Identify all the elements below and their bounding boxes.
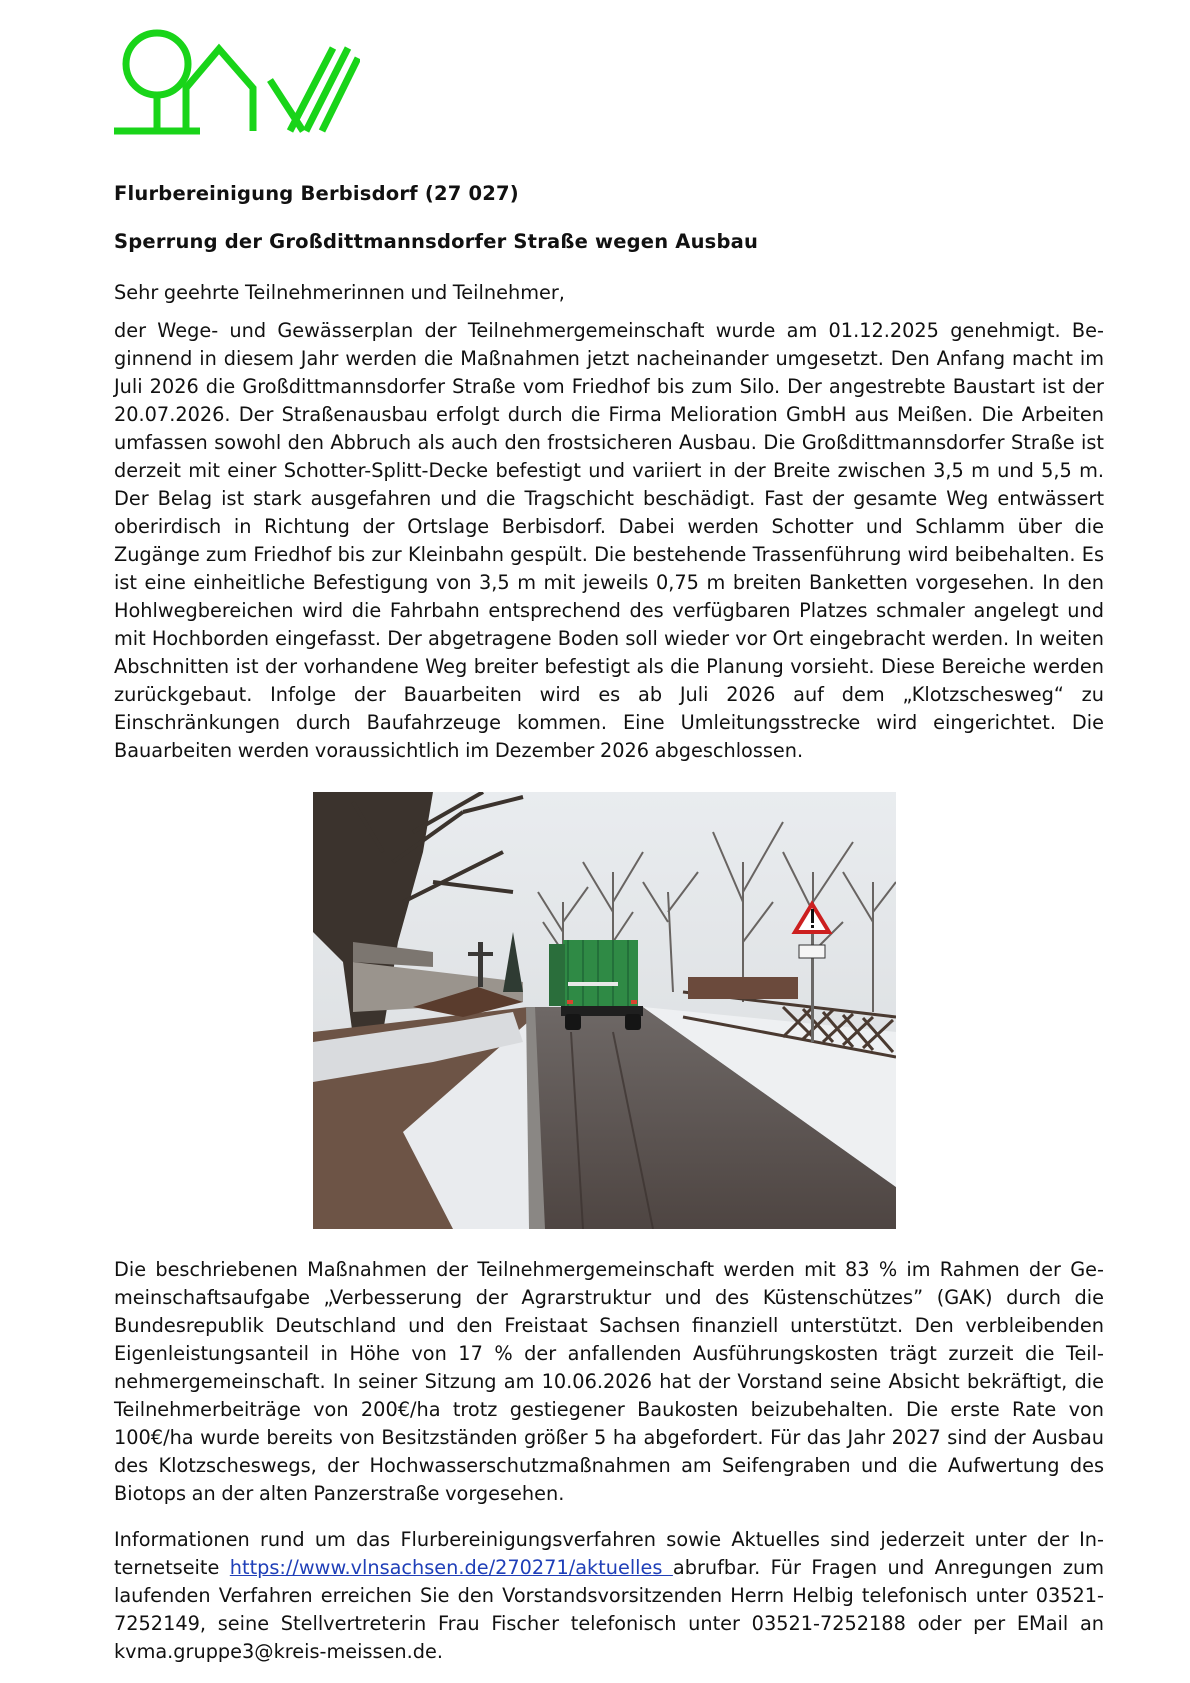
road-construction-photo [313,792,896,1229]
contact-text-after-link: abrufbar. Für Fragen und Anregungen zum laufenden Verfahren erreichen Sie den Vorstandsvorsitzenden Herrn Helbig telefonisch unter 03521-7252149, seine Stellvertreterin Frau Fischer telefonisch unter 03521-7252188 oder per EMail an kvma.gruppe3@kreis-meissen.de. [114,1556,1104,1663]
paragraph-project-description: der Wege- und Gewässerplan der Teilnehmergemeinschaft wurde am 01.12.2025 genehmigt. Beginnend in diesem Jahr werden die Maßnahmen jetzt nacheinander umgesetzt. Den Anfang macht im Juli 2026 die Großdittmannsdorfer Straße vom Friedhof bis zum Silo. Der angestrebte Baustart ist der 20.07.2026. Der Straßenausbau erfolgt durch die Firma Melioration GmbH aus Meißen. Die Arbeiten umfassen sowohl den Abbruch als auch den frostsicheren Ausbau. Die Großdittmannsdorfer Straße ist derzeit mit einer Schotter-Splitt-Decke befestigt und variiert in der Breite zwischen 3,5 m und 5,5 m. Der Belag ist stark ausgefahren und die Tragschicht beschädigt. Fast der gesamte Weg entwässert oberirdisch in Richtung der Ortslage Berbisdorf. Dabei werden Schotter und Schlamm über die Zugänge zum Friedhof bis zur Kleinbahn gespült. Die bestehende Trassenführung wird beibehalten. Es ist eine einheitliche Befestigung von 3,5 m mit jeweils 0,75 m breiten Banketten vorgesehen. In den Hohlwegbereichen wird die Fahrbahn entsprechend des verfügbaren Platzes schmaler angelegt und mit Hochborden eingefasst. Der abgetragene Boden soll wieder vor Ort eingebracht werden. In weiten Abschnitten ist der vorhandene Weg breiter befestigt als die Planung vorsieht. Diese Bereiche werden zurückgebaut. Infolge der Bauarbeiten wird es ab Juli 2026 auf dem „Klotzschesweg“ zu Einschränkungen durch Baufahrzeuge kommen. Eine Umleitungsstrecke wird eingerichtet. Die Bauarbeiten werden voraussichtlich im Dezember 2026 abgeschlossen. [114,319,1104,762]
project-website-link[interactable]: https://www.vlnsachsen.de/270271/aktuelles [229,1556,673,1579]
paragraph-contact [114,1526,1104,1666]
organization-logo [112,28,360,138]
document-title: Flurbereinigung Berbisdorf (27 027) [114,182,519,205]
contact-text-before-link: Informationen rund um das Flurbereinigungsverfahren sowie Aktuelles sind jederzeit unter der Internetseite [114,1528,1104,1579]
paragraph-funding: Die beschriebenen Maßnahmen der Teilnehmergemeinschaft werden mit 83 % im Rahmen der Gemeinschaftsaufgabe „Verbesserung der Agrarstruktur und des Küstenschützes” (GAK) durch die Bundesrepublik Deutschland und den Freistaat Sachsen finanziell unterstützt. Den verbleibenden Eigenleistungsanteil in Höhe von 17 % der anfallenden Ausführungskosten trägt zurzeit die Teilnehmergemeinschaft. In seiner Sitzung am 10.06.2026 hat der Vorstand seine Absicht bekräftigt, die Teilnehmerbeiträge von 200€/ha trotz gestiegener Baukosten beizubehalten. Die erste Rate von 100€/ha wurde bereits von Besitzständen größer 5 ha abgefordert. Für das Jahr 2027 sind der Ausbau des Klotzscheswegs, der Hochwasserschutzmaßnahmen am Seifengraben und die Aufwertung des Biotops an der alten Panzerstraße vorgesehen. [114,1258,1104,1505]
salutation: Sehr geehrte Teilnehmerinnen und Teilnehmer, [114,281,565,304]
document-subtitle: Sperrung der Großdittmannsdorfer Straße wegen Ausbau [114,230,759,253]
